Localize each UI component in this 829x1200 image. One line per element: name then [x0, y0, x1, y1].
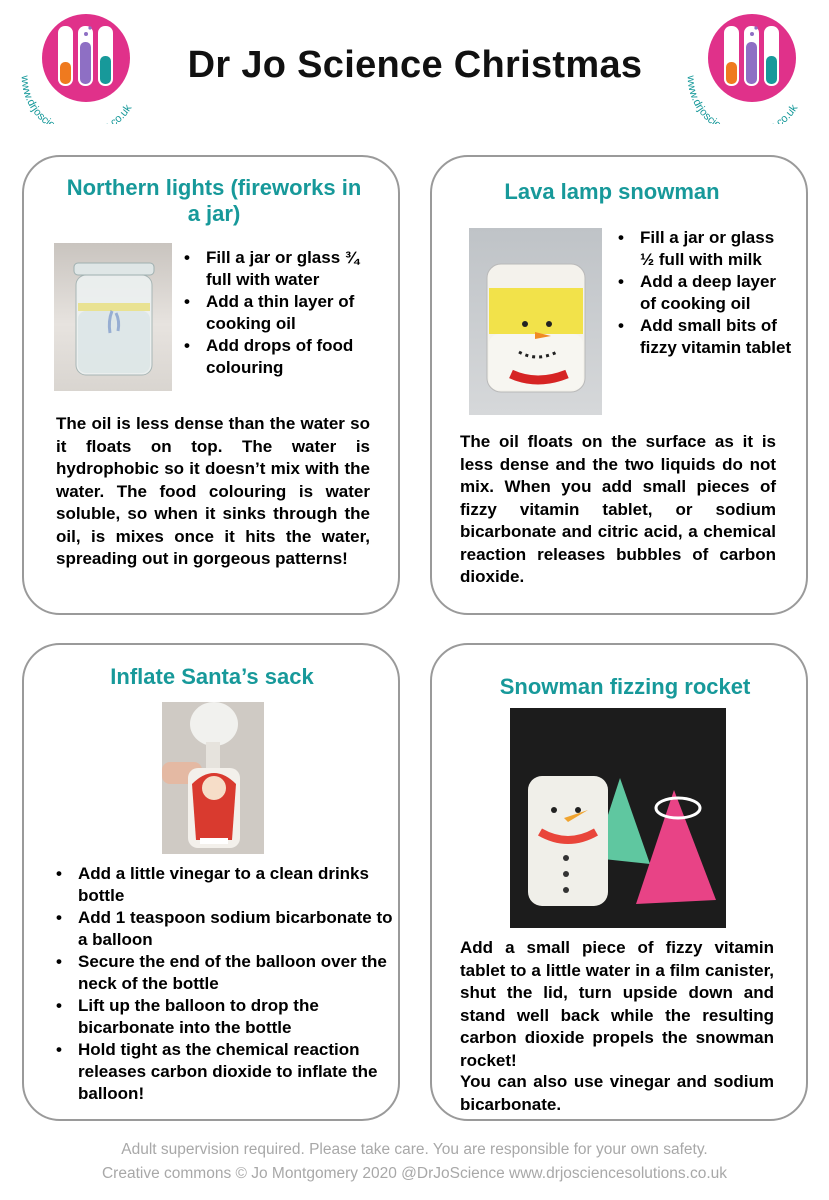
steps-list [56, 863, 396, 1105]
card-snowman-rocket [430, 643, 808, 1121]
list-item: • Add 1 teaspoon sodium bicarbonate to a balloon [56, 907, 396, 951]
test-tubes-logo-icon [12, 12, 152, 124]
steps-list [618, 227, 793, 359]
list-item: • Fill a jar or glass ¾ full with water [184, 247, 384, 291]
alternative-text: You can also use vinegar and sodium bicarbonate. [460, 1072, 774, 1114]
explanation-text: The oil is less dense than the water so it floats on top. The water is hydrophobic so it doesn’t mix with the water. The food colouring is water soluble, so when it sinks through the oil, is mixes once it hits the water, spreading out in gorgeous patterns! [56, 414, 370, 568]
list-item: • Add a little vinegar to a clean drinks bottle [56, 863, 396, 907]
svg-text:www.drjosciencesolutions.co.uk: www.drjosci co.uk [18, 75, 135, 124]
page-title: Dr Jo Science Christmas [187, 44, 643, 86]
list-item: • Hold tight as the chemical reaction releases carbon dioxide to inflate the balloon! [56, 1039, 396, 1105]
santa-bottle-photo [162, 702, 264, 854]
card-santa-sack [22, 643, 400, 1121]
svg-text:www.drjosciencesolutions.co.uk: www.drjosci co.uk [684, 75, 801, 124]
card-lava-lamp [430, 155, 808, 615]
list-item: • Secure the end of the balloon over the neck of the bottle [56, 951, 396, 995]
list-item: • Add drops of food colouring [184, 335, 384, 379]
card-northern-lights [22, 155, 400, 615]
explanation-text: The oil floats on the surface as it is less dense and the two liquids do not mix. When you add small pieces of fizzy vitamin tablet, or sodium bicarbonate and citric acid, a chemical reaction releases bubbles of carbon dioxide. [460, 432, 776, 586]
steps-list [184, 247, 384, 379]
list-item: • Lift up the balloon to drop the bicarbonate into the bottle [56, 995, 396, 1039]
footer-credits: Creative commons © Jo Montgomery 2020 @DrJoScience www.drjosciencesolutions.co.uk [101, 1165, 728, 1182]
list-item: • Fill a jar or glass ½ full with milk [618, 227, 793, 271]
card-title: Snowman fizzing rocket [499, 674, 751, 699]
explanation-text: Add a small piece of fizzy vitamin tablet to a little water in a film canister, shut the lid, turn upside down and stand well back while the resulting carbon dioxide propels the snowman rocket! [460, 938, 774, 1070]
snowman-glass-photo [469, 228, 602, 415]
jar-photo [54, 243, 172, 391]
snowman-rocket-photo [510, 708, 726, 928]
card-title: Northern lights (fireworks in a jar) [66, 175, 362, 226]
footer-disclaimer: Adult supervision required. Please take care. You are responsible for your own safety. [121, 1141, 708, 1158]
card-title: Lava lamp snowman [504, 179, 720, 204]
card-title: Inflate Santa’s sack [110, 664, 314, 689]
list-item: • Add a deep layer of cooking oil [618, 271, 793, 315]
test-tubes-logo-icon [678, 12, 818, 124]
list-item: • Add small bits of fizzy vitamin tablet [618, 315, 793, 359]
list-item: • Add a thin layer of cooking oil [184, 291, 384, 335]
